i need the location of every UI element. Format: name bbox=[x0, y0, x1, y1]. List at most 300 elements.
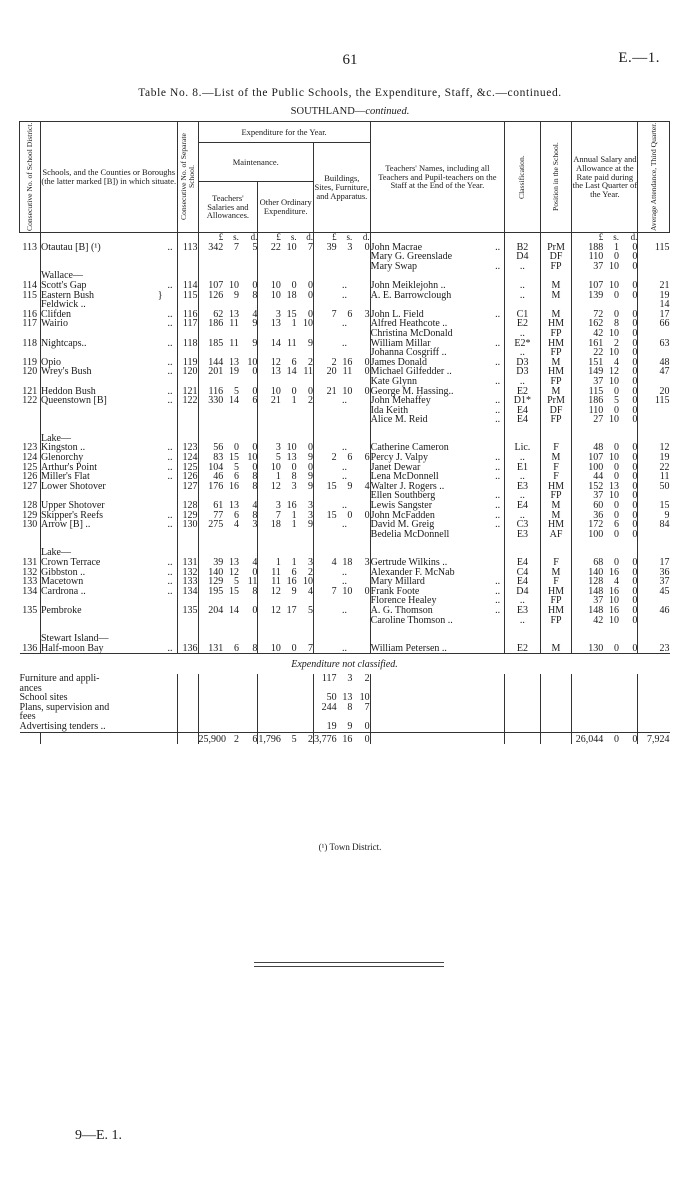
other-pence: 9 bbox=[297, 472, 314, 482]
other-pounds: 11 bbox=[271, 566, 281, 578]
salary-pence: 0 bbox=[239, 606, 258, 616]
blank bbox=[619, 703, 638, 722]
leader-dots: .. bbox=[167, 337, 173, 349]
other-shillings: 0 bbox=[291, 642, 297, 654]
total-annual-salary-pence: 0 bbox=[619, 732, 638, 744]
other-blank bbox=[297, 530, 314, 540]
annual-salary-shillings: 0 bbox=[614, 461, 619, 473]
annual-salary-pounds: 186 bbox=[588, 395, 604, 407]
school-row bbox=[20, 472, 670, 482]
salary-blank bbox=[239, 530, 258, 540]
attendance bbox=[638, 252, 670, 262]
annual-salary-pounds: 72 bbox=[593, 308, 604, 320]
teacher-name bbox=[370, 644, 504, 654]
other-pence: 9 bbox=[297, 520, 314, 530]
leader-dots: .. bbox=[495, 519, 501, 531]
position: DF bbox=[540, 406, 572, 416]
classification: E4 bbox=[505, 577, 541, 587]
unclassified-label-text: Furniture and appli- bbox=[19, 672, 100, 684]
attendance bbox=[638, 367, 670, 377]
attendance bbox=[638, 339, 670, 349]
buildings-blank bbox=[352, 329, 370, 339]
salary-blank bbox=[223, 415, 239, 425]
separate-no: 129 bbox=[177, 511, 198, 521]
salary-shillings: 13 bbox=[228, 356, 239, 368]
leader-dots: .. bbox=[495, 461, 501, 473]
currency-shilling: s. bbox=[290, 232, 297, 242]
leader-dots: .. bbox=[167, 452, 173, 464]
buildings-blank bbox=[313, 319, 336, 329]
other-blank bbox=[258, 262, 281, 272]
annual-salary-pounds: 149 bbox=[588, 366, 604, 378]
annual-salary-pounds: 110 bbox=[588, 251, 604, 263]
buildings-pence: 0 bbox=[352, 587, 370, 597]
other-shillings: 9 bbox=[291, 585, 297, 597]
classification: D3 bbox=[505, 367, 541, 377]
salary-pounds: 204 bbox=[208, 604, 224, 616]
blank bbox=[352, 625, 370, 634]
annual-salary-pence: 0 bbox=[619, 453, 638, 463]
unclassified-label-continued: ances bbox=[19, 682, 42, 694]
buildings-blank bbox=[313, 291, 336, 310]
annual-salary-pence: 0 bbox=[619, 291, 638, 310]
blank bbox=[540, 625, 572, 634]
schools-table bbox=[19, 121, 670, 744]
buildings-blank bbox=[352, 616, 370, 626]
school-row bbox=[20, 291, 670, 310]
salary-pounds: 83 bbox=[213, 452, 224, 464]
position: M bbox=[540, 310, 572, 320]
attendance bbox=[638, 243, 670, 253]
buildings-blank bbox=[352, 606, 370, 616]
district-no: 127 bbox=[20, 482, 41, 492]
salary-blank bbox=[239, 722, 258, 732]
attendance bbox=[638, 530, 670, 540]
other-pence: 9 bbox=[297, 339, 314, 349]
other-blank bbox=[297, 406, 314, 416]
attendance bbox=[638, 644, 670, 654]
salary-blank bbox=[198, 616, 223, 626]
currency-shilling: s. bbox=[346, 232, 353, 242]
salary-pence: 8 bbox=[239, 511, 258, 521]
buildings-shillings: 3 bbox=[347, 672, 353, 684]
buildings-shillings: 8 bbox=[347, 701, 353, 713]
position: HM bbox=[540, 367, 572, 377]
salary-blank bbox=[223, 703, 239, 722]
buildings-shillings: 3 bbox=[347, 241, 353, 253]
teacher-label: James Donald bbox=[370, 356, 428, 368]
blank bbox=[603, 722, 619, 732]
salary-shillings: 6 bbox=[233, 509, 239, 521]
blank bbox=[177, 703, 198, 722]
school-label-secondary: Feldwick .. bbox=[41, 299, 86, 311]
separate-no bbox=[177, 530, 198, 540]
salary-pence: 10 bbox=[239, 453, 258, 463]
other-blank bbox=[297, 252, 314, 262]
classification: .. bbox=[505, 472, 541, 482]
other-shillings: 0 bbox=[291, 385, 297, 397]
leader-dots: .. bbox=[495, 500, 501, 512]
classification: B2 bbox=[505, 243, 541, 253]
other-pence: 2 bbox=[297, 568, 314, 578]
salary-pence: 10 bbox=[239, 358, 258, 368]
blank bbox=[258, 625, 281, 634]
teacher-row bbox=[20, 616, 670, 626]
district-no: 122 bbox=[20, 396, 41, 406]
teacher-label: John L. Field bbox=[370, 308, 424, 320]
separate-no: 130 bbox=[177, 520, 198, 530]
blank bbox=[177, 674, 198, 693]
leader-dots: .. bbox=[167, 566, 173, 578]
school-label: Heddon Bush bbox=[41, 385, 96, 397]
separate-no: 116 bbox=[177, 310, 198, 320]
annual-salary-pence: 0 bbox=[619, 616, 638, 626]
other-pence: 10 bbox=[297, 319, 314, 329]
school-label: Opio bbox=[41, 356, 61, 368]
buildings-pence: 7 bbox=[352, 703, 370, 722]
other-pounds: 3 bbox=[275, 308, 281, 320]
buildings-pounds: 7 bbox=[331, 308, 337, 320]
classification: C4 bbox=[505, 568, 541, 578]
teacher-label: Gertrude Wilkins .. bbox=[370, 557, 448, 568]
blank bbox=[619, 625, 638, 634]
teacher-label: Johanna Cosgriff .. bbox=[370, 347, 447, 359]
teacher-label: Caroline Thomson .. bbox=[370, 614, 453, 626]
buildings-pounds: 7 bbox=[331, 585, 337, 597]
annual-salary-shillings: 10 bbox=[609, 414, 619, 426]
unclassified-label-text: School sites bbox=[19, 692, 68, 704]
salary-pence: 8 bbox=[239, 587, 258, 597]
attendance-value: 21 bbox=[659, 279, 670, 291]
other-pence: 0 bbox=[297, 291, 314, 310]
unclassified-heading-row bbox=[20, 654, 670, 674]
buildings-blank bbox=[352, 262, 370, 272]
currency-pence: d. bbox=[619, 233, 638, 243]
other-blank bbox=[258, 693, 281, 703]
leader-dots: .. bbox=[495, 509, 501, 521]
annual-salary-shillings: 0 bbox=[614, 528, 619, 540]
annual-salary-pounds: 152 bbox=[588, 480, 604, 492]
leader-dots: .. bbox=[495, 576, 501, 588]
buildings-blank bbox=[313, 491, 336, 501]
other-pence: 4 bbox=[297, 587, 314, 597]
leader-dots: .. bbox=[495, 604, 501, 616]
school-row bbox=[20, 501, 670, 511]
salary-shillings: 13 bbox=[228, 500, 239, 512]
buildings-pounds: .. bbox=[341, 289, 347, 301]
buildings-pounds: 15 bbox=[326, 509, 337, 521]
other-shillings: 11 bbox=[287, 337, 297, 349]
separate-no bbox=[177, 406, 198, 416]
teacher-label: Ellen Southberg bbox=[370, 490, 436, 502]
leader-dots: .. bbox=[167, 519, 173, 531]
annual-salary-pence: 0 bbox=[619, 329, 638, 339]
buildings-blank bbox=[313, 281, 336, 291]
salary-blank bbox=[239, 262, 258, 272]
buildings-pounds: 244 bbox=[321, 701, 337, 713]
classification: E4 bbox=[505, 501, 541, 511]
other-pounds: 3 bbox=[275, 500, 281, 512]
teacher-label: Catherine Cameron bbox=[370, 442, 449, 454]
school-label: Kingston .. bbox=[41, 442, 86, 454]
blank bbox=[638, 425, 670, 434]
other-pence: 0 bbox=[297, 463, 314, 473]
attendance-value: 84 bbox=[659, 519, 670, 531]
buildings-blank bbox=[352, 520, 370, 530]
annual-salary-pounds: 107 bbox=[588, 279, 604, 291]
annual-salary-shillings: 0 bbox=[614, 471, 619, 483]
school-label: Wairio bbox=[41, 318, 68, 330]
other-shillings: 17 bbox=[286, 604, 297, 616]
annual-salary-pence: 0 bbox=[619, 262, 638, 272]
attendance-value: 50 bbox=[659, 480, 670, 492]
salary-pence: 0 bbox=[239, 443, 258, 453]
classification: .. bbox=[505, 377, 541, 387]
blank bbox=[540, 539, 572, 548]
position: FP bbox=[540, 377, 572, 387]
salary-pounds: 129 bbox=[208, 576, 224, 588]
salary-shillings: 13 bbox=[228, 557, 239, 568]
annual-salary-pence: 0 bbox=[619, 319, 638, 329]
salary-blank bbox=[223, 616, 239, 626]
other-pounds: 10 bbox=[270, 385, 281, 397]
position: FP bbox=[540, 415, 572, 425]
other-pence: 9 bbox=[297, 482, 314, 492]
other-pence: 0 bbox=[297, 310, 314, 320]
annual-salary-pounds: 68 bbox=[593, 557, 604, 568]
salary-pounds: 330 bbox=[208, 395, 224, 407]
salary-pounds: 126 bbox=[208, 289, 224, 301]
buildings-pence: 0 bbox=[352, 358, 370, 368]
spacer-row bbox=[20, 625, 670, 634]
annual-salary-pence: 0 bbox=[619, 281, 638, 291]
position: FP bbox=[540, 596, 572, 606]
document-reference: E.—1. bbox=[618, 50, 660, 66]
salary-pounds: 176 bbox=[208, 480, 224, 492]
buildings-blank bbox=[352, 339, 370, 349]
other-shillings: 0 bbox=[291, 279, 297, 291]
position: FP bbox=[540, 491, 572, 501]
separate-no: 119 bbox=[177, 358, 198, 368]
other-shillings: 8 bbox=[291, 471, 297, 483]
total-salary-shillings: 2 bbox=[223, 732, 239, 744]
annual-salary-shillings: 8 bbox=[614, 318, 619, 330]
separate-no: 118 bbox=[177, 339, 198, 349]
district-heading: Stewart Island— bbox=[41, 634, 178, 644]
position: F bbox=[540, 463, 572, 473]
other-shillings: 10 bbox=[286, 241, 297, 253]
blank bbox=[313, 271, 336, 281]
teacher-label: Janet Dewar bbox=[370, 461, 421, 473]
teacher-label: Lewis Sangster bbox=[370, 500, 433, 512]
blank bbox=[370, 722, 504, 732]
blank bbox=[198, 539, 223, 548]
blank bbox=[198, 425, 223, 434]
buildings-pounds: .. bbox=[341, 500, 347, 512]
total-other-pounds: 1,796 bbox=[258, 733, 281, 745]
blank bbox=[370, 703, 504, 722]
buildings-pence: 0 bbox=[352, 511, 370, 521]
annual-salary-pounds: 37 bbox=[593, 490, 604, 502]
currency-pound: £ bbox=[276, 232, 281, 242]
school-name bbox=[41, 252, 178, 262]
salary-pounds: 131 bbox=[208, 642, 224, 654]
currency-pound: £ bbox=[332, 232, 337, 242]
attendance bbox=[638, 262, 670, 272]
other-pounds: 7 bbox=[275, 509, 281, 521]
salary-blank bbox=[198, 703, 223, 722]
salary-pence: 4 bbox=[239, 310, 258, 320]
other-blank bbox=[281, 530, 297, 540]
unclassified-row bbox=[20, 693, 670, 703]
school-row bbox=[20, 482, 670, 492]
leader-dots: .. bbox=[495, 395, 501, 407]
salary-blank bbox=[198, 252, 223, 262]
district-no: 123 bbox=[20, 443, 41, 453]
annual-salary-shillings: 10 bbox=[609, 595, 619, 607]
annual-salary-pounds: 139 bbox=[588, 289, 604, 301]
buildings-blank bbox=[337, 415, 353, 425]
attendance bbox=[638, 319, 670, 329]
annual-salary-pence: 0 bbox=[619, 472, 638, 482]
position: PrM bbox=[540, 243, 572, 253]
school-label: Upper Shotover bbox=[41, 500, 105, 512]
attendance-value: 63 bbox=[659, 337, 670, 349]
school-label: Half-moon Bay bbox=[41, 642, 104, 654]
salary-blank bbox=[198, 693, 223, 703]
annual-salary-shillings: 10 bbox=[609, 347, 619, 359]
other-blank bbox=[258, 616, 281, 626]
salary-shillings: 14 bbox=[228, 395, 239, 407]
school-row bbox=[20, 520, 670, 530]
blank bbox=[505, 539, 541, 548]
total-salary-pence: 6 bbox=[239, 732, 258, 744]
salary-blank bbox=[198, 406, 223, 416]
annual-salary-shillings: 0 bbox=[614, 509, 619, 521]
district-no: 130 bbox=[20, 520, 41, 530]
annual-salary-pence: 0 bbox=[619, 463, 638, 473]
separate-no: 123 bbox=[177, 443, 198, 453]
position: M bbox=[540, 568, 572, 578]
district-no: 135 bbox=[20, 606, 41, 616]
other-pence: 10 bbox=[297, 577, 314, 587]
buildings-shillings: 10 bbox=[342, 385, 353, 397]
annual-salary-pence: 0 bbox=[619, 310, 638, 320]
blank bbox=[540, 425, 572, 434]
blank bbox=[41, 732, 178, 744]
district-no: 131 bbox=[20, 558, 41, 568]
annual-salary-pounds: 37 bbox=[593, 595, 604, 607]
buildings-pounds: 39 bbox=[326, 241, 337, 253]
buildings-blank bbox=[313, 616, 336, 626]
district-no bbox=[20, 406, 41, 416]
district-no: 114 bbox=[20, 281, 41, 291]
annual-salary-pence: 0 bbox=[619, 367, 638, 377]
annual-salary-pounds: 188 bbox=[588, 241, 604, 253]
leader-dots: .. bbox=[495, 585, 501, 597]
teacher-name bbox=[370, 530, 504, 540]
classification: E3 bbox=[505, 482, 541, 492]
buildings-blank bbox=[352, 291, 370, 310]
other-blank bbox=[281, 674, 297, 693]
classification: E2 bbox=[505, 319, 541, 329]
district-no bbox=[20, 262, 41, 272]
footnote: (¹) Town District. bbox=[318, 842, 382, 852]
blank bbox=[540, 703, 572, 722]
annual-salary-shillings: 0 bbox=[614, 308, 619, 320]
currency-pence: d. bbox=[297, 233, 314, 243]
buildings-shillings: 16 bbox=[342, 356, 353, 368]
other-blank bbox=[258, 415, 281, 425]
col-position: Position in the School. bbox=[540, 122, 572, 233]
annual-salary-pounds: 60 bbox=[593, 500, 604, 512]
blank bbox=[370, 425, 504, 434]
salary-pounds: 77 bbox=[213, 509, 224, 521]
other-pounds: 12 bbox=[270, 356, 281, 368]
buildings-pounds: .. bbox=[341, 604, 347, 616]
teacher-label: Ida Keith bbox=[370, 404, 409, 416]
salary-shillings: 11 bbox=[229, 337, 239, 349]
salary-pence: 3 bbox=[239, 520, 258, 530]
position: F bbox=[540, 558, 572, 568]
blank bbox=[572, 722, 604, 732]
salary-shillings: 10 bbox=[228, 279, 239, 291]
blank bbox=[352, 634, 370, 644]
annual-salary-shillings: 16 bbox=[609, 566, 619, 578]
salary-shillings: 6 bbox=[233, 642, 239, 654]
salary-pence: 0 bbox=[239, 387, 258, 397]
blank bbox=[239, 625, 258, 634]
blank bbox=[337, 539, 353, 548]
other-shillings: 18 bbox=[286, 289, 297, 301]
other-blank bbox=[281, 262, 297, 272]
blank bbox=[638, 674, 670, 693]
blank bbox=[313, 625, 336, 634]
leader-dots: .. bbox=[167, 642, 173, 654]
divider-rule bbox=[254, 966, 444, 967]
buildings-blank bbox=[313, 568, 336, 578]
school-name bbox=[41, 616, 178, 626]
salary-pence: 4 bbox=[239, 558, 258, 568]
school-label: Gibbston .. bbox=[41, 566, 86, 578]
annual-salary-pounds: 151 bbox=[588, 356, 604, 368]
buildings-blank bbox=[352, 463, 370, 473]
annual-salary-pence: 0 bbox=[619, 577, 638, 587]
teacher-name bbox=[370, 262, 504, 272]
teacher-label: William Millar bbox=[370, 337, 431, 349]
blank bbox=[572, 539, 604, 548]
leader-dots: .. bbox=[167, 385, 173, 397]
buildings-pounds: 15 bbox=[326, 480, 337, 492]
other-shillings: 6 bbox=[291, 566, 297, 578]
position: HM bbox=[540, 319, 572, 329]
school-row bbox=[20, 339, 670, 349]
buildings-pounds: 2 bbox=[331, 452, 337, 464]
currency-pound: £ bbox=[598, 232, 604, 242]
salary-pounds: 61 bbox=[213, 500, 224, 512]
school-label: Clifden bbox=[41, 308, 71, 320]
attendance-value: 36 bbox=[659, 566, 670, 578]
attendance-value: 22 bbox=[659, 461, 670, 473]
salary-pounds: 56 bbox=[213, 442, 224, 454]
leader-dots: .. bbox=[495, 414, 501, 426]
salary-pence: 5 bbox=[239, 243, 258, 253]
annual-salary-shillings: 16 bbox=[609, 585, 619, 597]
separate-no: 131 bbox=[177, 558, 198, 568]
annual-salary-pence: 0 bbox=[619, 377, 638, 387]
teacher-label: Mary G. Greenslade bbox=[370, 251, 453, 263]
blank bbox=[638, 625, 670, 634]
